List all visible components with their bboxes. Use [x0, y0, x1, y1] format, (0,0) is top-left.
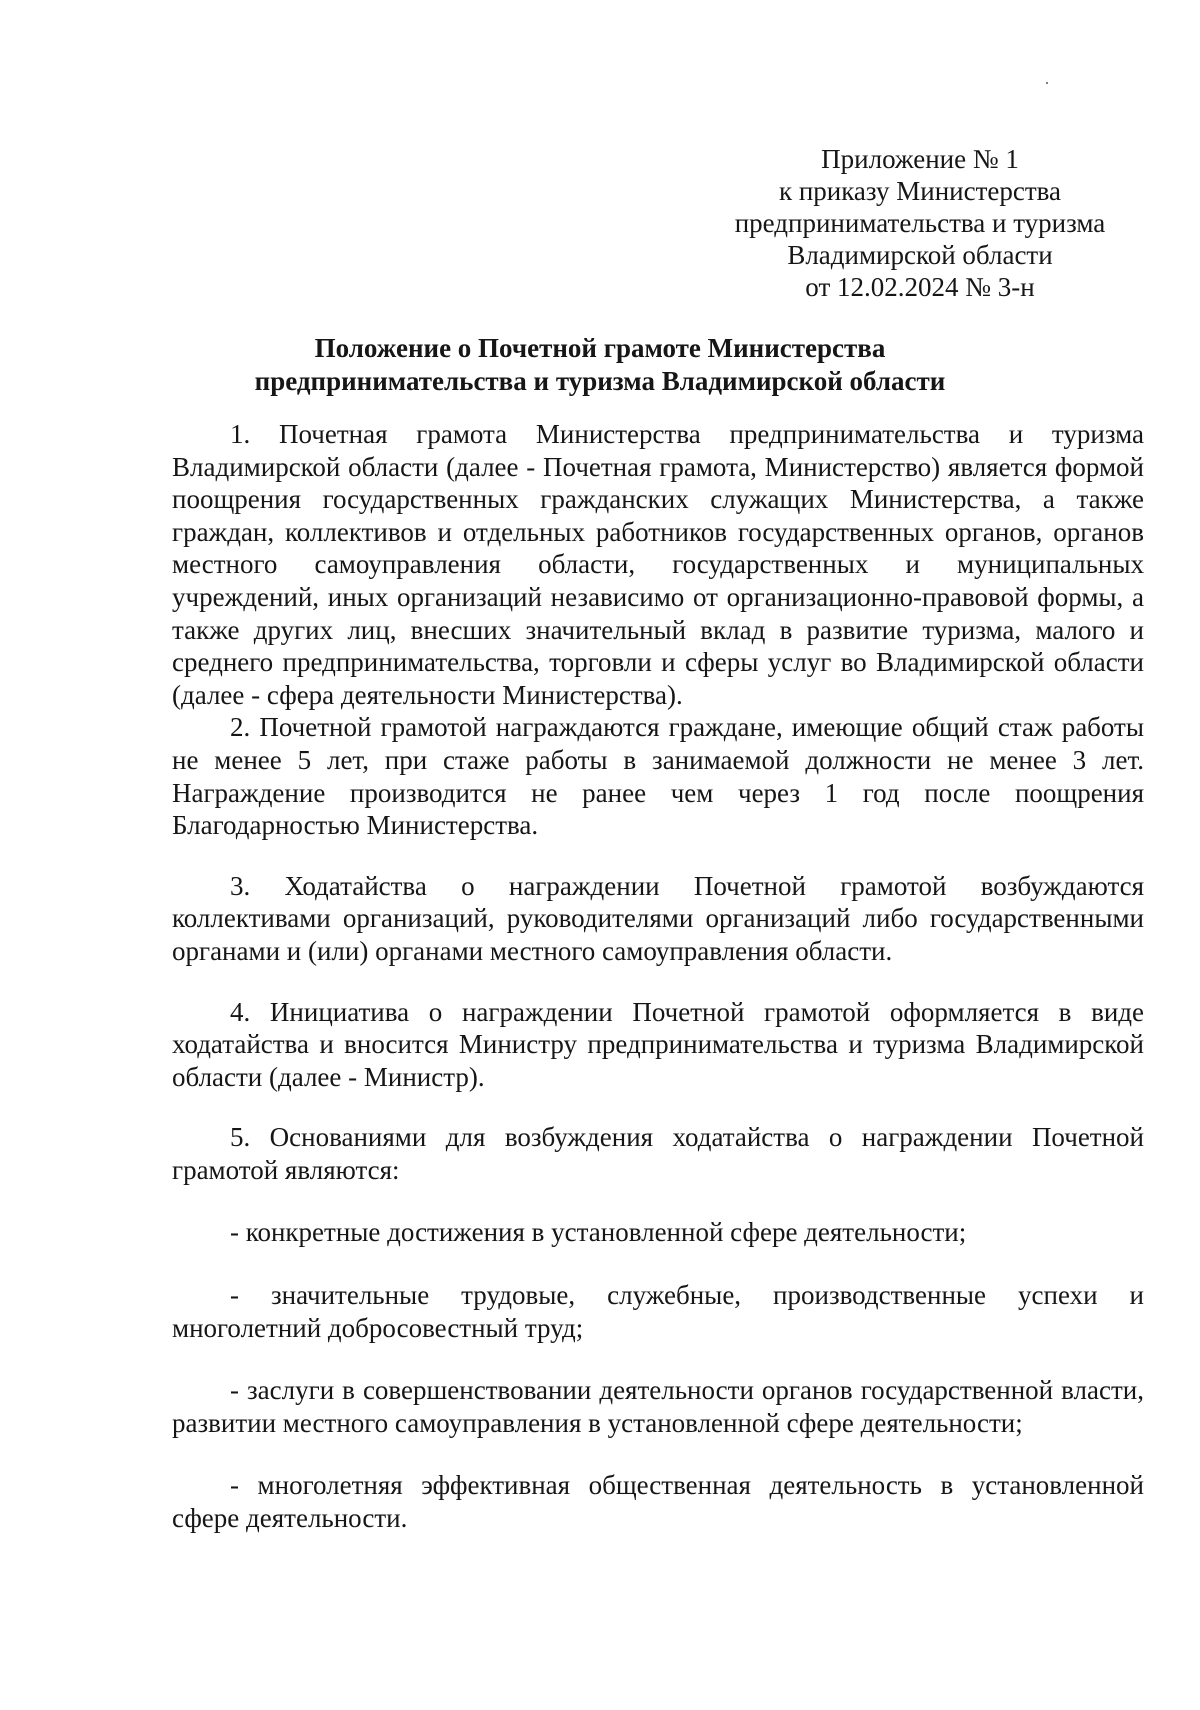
paragraph-4: 4. Инициатива о награждении Почетной грамотой оформляется в виде ходатайства и вносится Министру предпринимательства и туризма Владимирской области (далее - Министр).: [172, 996, 1144, 1092]
paragraph-1: 1. Почетная грамота Министерства предпринимательства и туризма Владимирской области (далее - Почетная грамота, Министерство) является формой поощрения государственных гражданских служащих Министерства, а также граждан, коллективов и отдельных работников государственных органов, органов местного самоуправления области, государственных и муниципальных учреждений, иных организаций независимо от организационно-правовой формы, а также других лиц, внесших значительный вклад в развитие туризма, малого и среднего предпринимательства, торговли и сферы услуг во Владимирской области (далее - сфера деятельности Министерства).: [172, 419, 1144, 710]
appendix-header: [690, 143, 1150, 303]
scan-speck: [1046, 82, 1048, 84]
title-line-2: предпринимательства и туризма Владимирской области: [254, 366, 946, 396]
list-item-achievements: - конкретные достижения в установленной сфере деятельности;: [230, 1217, 967, 1248]
appendix-line-ministry: предпринимательства и туризма: [734, 208, 1106, 238]
paragraph-3: 3. Ходатайства о награждении Почетной грамотой возбуждаются коллективами организаций, руководителями организаций либо государственными органами и (или) органами местного самоуправления области.: [172, 870, 1144, 966]
list-item-public-activity: - многолетняя эффективная общественная деятельность в установленной сфере деятельности.: [172, 1470, 1144, 1534]
document-body: [172, 418, 1144, 1535]
appendix-line-region: Владимирской области: [787, 240, 1053, 270]
document-title: [150, 332, 1050, 398]
appendix-line-number: Приложение № 1: [821, 144, 1019, 174]
paragraph-5: 5. Основаниями для возбуждения ходатайства о награждении Почетной грамотой являются:: [172, 1122, 1144, 1185]
title-line-1: Положение о Почетной грамоте Министерства: [314, 333, 886, 363]
appendix-line-order: к приказу Министерства: [778, 176, 1062, 206]
appendix-line-date: от 12.02.2024 № 3-н: [805, 272, 1035, 302]
list-item-government-merits: - заслуги в совершенствовании деятельности органов государственной власти, развитии местного самоуправления в установленной сфере деятельности;: [172, 1375, 1144, 1438]
paragraph-2: 2. Почетной грамотой награждаются граждане, имеющие общий стаж работы не менее 5 лет, при стаже работы в занимаемой должности не менее 3 лет. Награждение производится не ранее чем через 1 год после поощрения Благодарностью Министерства.: [172, 712, 1144, 841]
list-item-labor-success: - значительные трудовые, служебные, производственные успехи и многолетний добросовестный труд;: [172, 1280, 1144, 1343]
